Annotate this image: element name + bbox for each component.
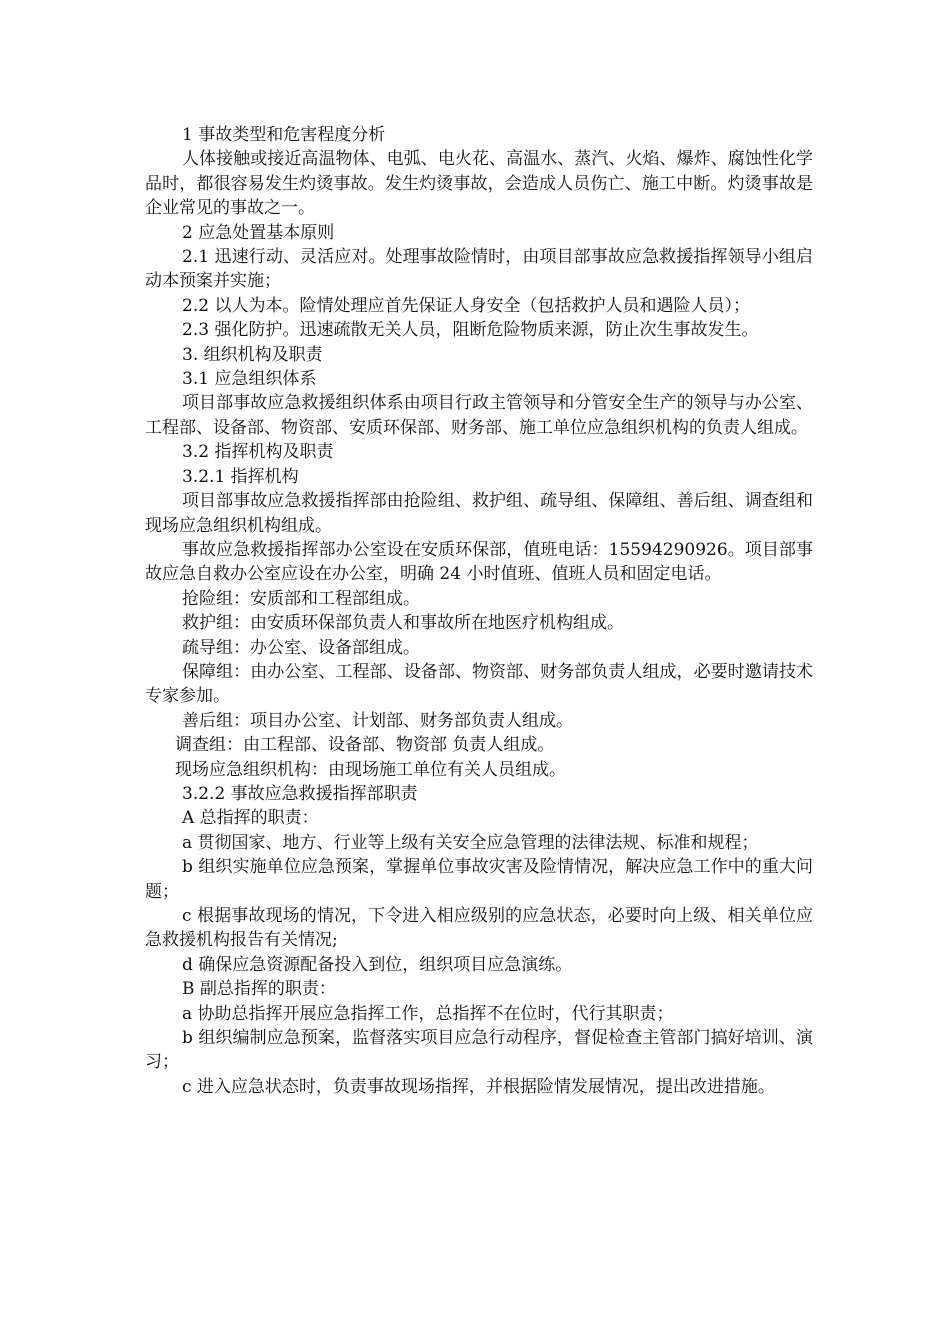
subsection-heading: 3.2 指挥机构及职责: [182, 442, 334, 463]
paragraph: A 总指挥的职责：: [182, 808, 319, 829]
list-item: d 确保应急资源配备投入到位，组织项目应急演练。: [182, 954, 573, 975]
paragraph: 抢险组：安质部和工程部组成。: [182, 588, 420, 609]
list-item: c 进入应急状态时，负责事故现场指挥，并根据险情发展情况，提出改进措施。: [182, 1076, 775, 1097]
subsection-heading: 3.2.2 事故应急救援指挥部职责: [182, 783, 418, 804]
document-body: [145, 123, 813, 1099]
subsection-heading: 3.1 应急组织体系: [182, 369, 317, 390]
section-heading: 1 事故类型和危害程度分析: [182, 125, 386, 145]
paragraph: 善后组：项目办公室、计划部、财务部负责人组成。: [182, 710, 573, 731]
paragraph: 现场应急组织机构：由现场施工单位有关人员组成。: [175, 759, 566, 780]
list-item: c 根据事故现场的情况，下令进入相应级别的应急状态，必要时向上级、相关单位应急救援机构报告有关情况;: [145, 906, 813, 951]
list-item: b 组织实施单位应急预案，掌握单位事故灾害及险情情况，解决应急工作中的重大问题；: [145, 857, 813, 902]
paragraph: 事故应急救援指挥部办公室设在安质环保部，值班电话：15594290926。项目部事故应急自救办公室应设在办公室，明确 24 小时值班、值班人员和固定电话。: [145, 539, 813, 585]
list-item: b 组织编制应急预案，监督落实项目应急行动程序，督促检查主管部门搞好培训、演习；: [145, 1028, 813, 1073]
paragraph: 调查组：由工程部、设备部、物资部 负责人组成。: [175, 735, 555, 756]
paragraph: 疏导组：办公室、设备部组成。: [182, 637, 420, 658]
paragraph: 2.1 迅速行动、灵活应对。处理事故险情时，由项目部事故应急救援指挥领导小组启动本预案并实施；: [145, 247, 813, 292]
list-item: a 协助总指挥开展应急指挥工作，总指挥不在位时，代行其职责；: [182, 1003, 674, 1024]
paragraph: 保障组：由办公室、工程部、设备部、物资部、财务部负责人组成，必要时邀请技术专家参加。: [145, 661, 813, 707]
section-heading: 2 应急处置基本原则: [182, 222, 335, 243]
paragraph: 项目部事故应急救援指挥部由抢险组、救护组、疏导组、保障组、善后组、调查组和现场应急组织机构组成。: [145, 491, 813, 536]
subsection-heading: 3.2.1 指挥机构: [182, 466, 299, 487]
section-heading: 3. 组织机构及职责: [182, 344, 323, 365]
paragraph: 2.3 强化防护。迅速疏散无关人员，阻断危险物质来源，防止次生事故发生。: [182, 320, 759, 341]
paragraph: 救护组：由安质环保部负责人和事故所在地医疗机构组成。: [182, 613, 624, 634]
paragraph: 2.2 以人为本。险情处理应首先保证人身安全（包括救护人员和遇险人员）；: [182, 295, 750, 316]
paragraph: B 副总指挥的职责：: [182, 979, 336, 1000]
list-item: a 贯彻国家、地方、行业等上级有关安全应急管理的法律法规、标准和规程；: [182, 832, 759, 853]
paragraph: 人体接触或接近高温物体、电弧、电火花、高温水、蒸汽、火焰、爆炸、腐蚀性化学品时，都很容易发生灼烫事故。发生灼烫事故，会造成人员伤亡、施工中断。灼烫事故是企业常见的事故之一。: [145, 149, 813, 219]
paragraph: 项目部事故应急救援组织体系由项目行政主管领导和分管安全生产的领导与办公室、工程部、设备部、物资部、安质环保部、财务部、施工单位应急组织机构的负责人组成。: [145, 393, 813, 438]
